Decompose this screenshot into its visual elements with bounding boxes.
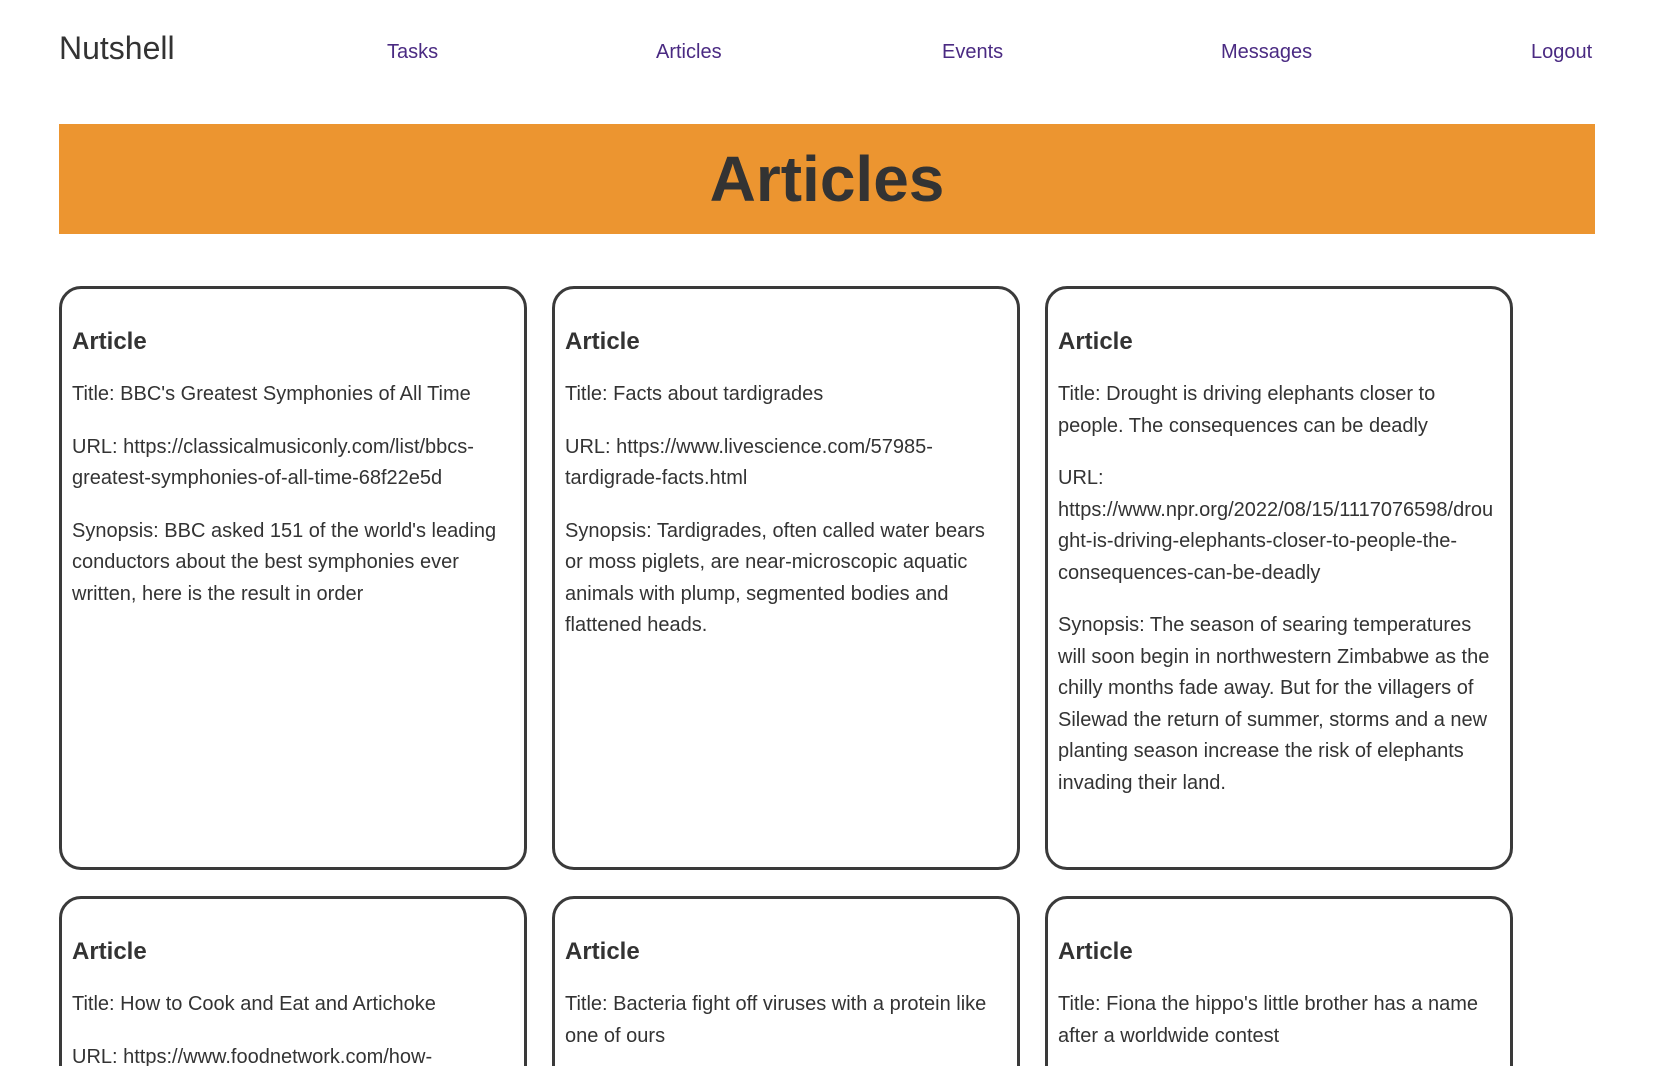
nav-link-messages[interactable]: Messages [1221, 41, 1313, 63]
article-title: Title: Facts about tardigrades [565, 383, 824, 405]
article-synopsis: Synopsis: Tardigrades, often called water bears or moss piglets, are near-microscopic aquatic animals with plump, segmented bodies and flattened heads. [565, 519, 985, 636]
article-title: Title: Fiona the hippo's little brother has a name after a worldwide contest [1058, 993, 1478, 1047]
article-heading: Article [565, 328, 640, 355]
article-card [552, 896, 1020, 1066]
article-heading: Article [1058, 938, 1133, 965]
nav-link-events[interactable]: Events [942, 41, 1004, 63]
article-title: Title: Drought is driving elephants closer to people. The consequences can be deadly [1058, 383, 1436, 437]
article-title: Title: BBC's Greatest Symphonies of All Time [72, 383, 471, 405]
article-card [59, 286, 527, 870]
article-url: URL: https://www.foodnetwork.com/how- [72, 1045, 433, 1066]
article-heading: Article [1058, 328, 1133, 355]
article-heading: Article [72, 328, 147, 355]
nav-link-tasks[interactable]: Tasks [387, 41, 439, 63]
article-synopsis: Synopsis: BBC asked 151 of the world's leading conductors about the best symphonies ever written, here is the result in order [72, 519, 497, 605]
brand-logo[interactable]: Nutshell [59, 30, 175, 66]
article-title: Title: How to Cook and Eat and Artichoke [72, 993, 436, 1015]
article-url: URL: https://www.livescience.com/57985-tardigrade-facts.html [565, 435, 933, 489]
page-title: Articles [709, 143, 945, 215]
article-card [59, 896, 527, 1066]
nav-link-logout[interactable]: Logout [1531, 41, 1593, 63]
article-card [1045, 286, 1513, 870]
article-synopsis: Synopsis: The season of searing temperatures will soon begin in northwestern Zimbabwe as the chilly months fade away. But for the villagers of Silewad the return of summer, storms and a new planting season increase the risk of elephants invading their land. [1058, 614, 1490, 794]
page-banner [59, 124, 1595, 234]
article-card [552, 286, 1020, 870]
article-url: URL: https://classicalmusiconly.com/list/bbcs-greatest-symphonies-of-all-time-68f22e5d [72, 435, 474, 489]
nav-link-articles[interactable]: Articles [656, 41, 722, 63]
article-card [1045, 896, 1513, 1066]
article-title: Title: Bacteria fight off viruses with a protein like one of ours [565, 993, 987, 1047]
article-heading: Article [72, 938, 147, 965]
top-navbar [59, 28, 1595, 78]
article-heading: Article [565, 938, 640, 965]
article-url: URL: https://www.npr.org/2022/08/15/1117076598/drought-is-driving-elephants-closer-to-people-the-consequences-can-be-deadly [1058, 467, 1494, 584]
